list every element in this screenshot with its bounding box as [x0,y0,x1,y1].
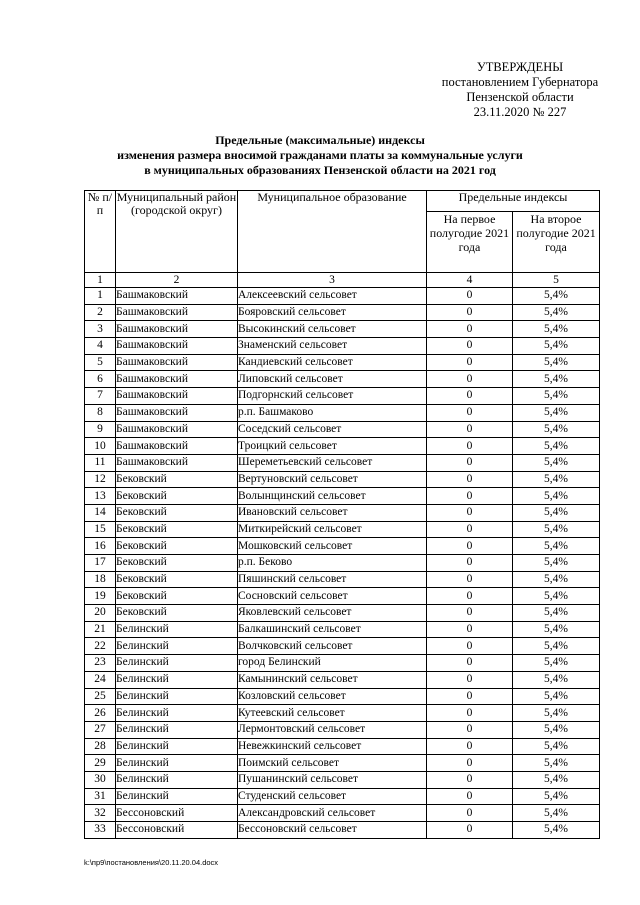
cell-district: Белинский [116,771,238,788]
cell-municipality: Студенский сельсовет [238,788,427,805]
cell-second-half: 5,4% [513,454,600,471]
table-row [85,738,600,755]
table-row [85,388,600,405]
cell-number: 1 [85,288,116,305]
cell-municipality: Знаменский сельсовет [238,338,427,355]
cell-first-half: 0 [427,288,513,305]
cell-first-half: 0 [427,338,513,355]
cell-district: Белинский [116,788,238,805]
cell-municipality: Пяшинский сельсовет [238,571,427,588]
title-line-3: в муниципальных образованиях Пензенской области на 2021 год [144,163,496,177]
cell-number: 6 [85,371,116,388]
cell-second-half: 5,4% [513,521,600,538]
cell-second-half: 5,4% [513,688,600,705]
cell-first-half: 0 [427,671,513,688]
cell-district: Белинский [116,621,238,638]
cell-first-half: 0 [427,705,513,722]
header-number: № п/п [85,191,116,273]
cell-district: Белинский [116,738,238,755]
column-number: 3 [238,273,427,288]
cell-district: Башмаковский [116,338,238,355]
cell-district: Башмаковский [116,304,238,321]
cell-second-half: 5,4% [513,304,600,321]
cell-second-half: 5,4% [513,421,600,438]
cell-municipality: Поимский сельсовет [238,755,427,772]
cell-municipality: Невежкинский сельсовет [238,738,427,755]
cell-number: 27 [85,721,116,738]
cell-second-half: 5,4% [513,504,600,521]
cell-second-half: 5,4% [513,388,600,405]
cell-number: 19 [85,588,116,605]
cell-first-half: 0 [427,771,513,788]
cell-number: 33 [85,822,116,839]
cell-number: 24 [85,671,116,688]
table-row [85,688,600,705]
table-row [85,338,600,355]
cell-municipality: Камынинский сельсовет [238,671,427,688]
cell-district: Башмаковский [116,354,238,371]
cell-number: 28 [85,738,116,755]
cell-first-half: 0 [427,421,513,438]
table-row [85,421,600,438]
cell-number: 7 [85,388,116,405]
header-municipality: Муниципальное образование [238,191,427,273]
cell-second-half: 5,4% [513,571,600,588]
cell-number: 29 [85,755,116,772]
cell-number: 11 [85,454,116,471]
column-number: 2 [116,273,238,288]
cell-municipality: Александровский сельсовет [238,805,427,822]
cell-first-half: 0 [427,521,513,538]
table-row [85,822,600,839]
cell-number: 12 [85,471,116,488]
cell-second-half: 5,4% [513,321,600,338]
cell-first-half: 0 [427,404,513,421]
cell-municipality: Миткирейский сельсовет [238,521,427,538]
cell-second-half: 5,4% [513,555,600,572]
approval-block [400,60,640,120]
cell-district: Башмаковский [116,321,238,338]
cell-municipality: Кутеевский сельсовет [238,705,427,722]
cell-municipality: Яковлевский сельсовет [238,605,427,622]
cell-number: 30 [85,771,116,788]
approval-line-region: Пензенской области [466,90,574,104]
cell-first-half: 0 [427,555,513,572]
cell-district: Бессоновский [116,805,238,822]
cell-second-half: 5,4% [513,605,600,622]
table-row [85,438,600,455]
table-row [85,588,600,605]
document-title [60,133,580,178]
cell-second-half: 5,4% [513,588,600,605]
cell-district: Башмаковский [116,288,238,305]
cell-municipality: Подгорнский сельсовет [238,388,427,405]
cell-second-half: 5,4% [513,621,600,638]
column-number: 5 [513,273,600,288]
cell-municipality: Липовский сельсовет [238,371,427,388]
cell-second-half: 5,4% [513,655,600,672]
cell-number: 15 [85,521,116,538]
cell-first-half: 0 [427,304,513,321]
cell-municipality: Соседский сельсовет [238,421,427,438]
cell-municipality: город Белинский [238,655,427,672]
table-row [85,354,600,371]
title-line-2: изменения размера вносимой гражданами платы за коммунальные услуги [117,148,523,162]
cell-second-half: 5,4% [513,488,600,505]
cell-first-half: 0 [427,471,513,488]
cell-municipality: Высокинский сельсовет [238,321,427,338]
column-numbers-row [85,273,600,288]
table-row [85,788,600,805]
cell-municipality: Пушанинский сельсовет [238,771,427,788]
cell-second-half: 5,4% [513,738,600,755]
approval-heading: УТВЕРЖДЕНЫ [476,60,564,74]
cell-number: 4 [85,338,116,355]
cell-municipality: Кандиевский сельсовет [238,354,427,371]
cell-second-half: 5,4% [513,822,600,839]
cell-number: 3 [85,321,116,338]
cell-number: 2 [85,304,116,321]
column-number: 1 [85,273,116,288]
table-row [85,755,600,772]
cell-second-half: 5,4% [513,755,600,772]
cell-number: 26 [85,705,116,722]
table-row [85,771,600,788]
table-row [85,805,600,822]
cell-number: 31 [85,788,116,805]
cell-second-half: 5,4% [513,288,600,305]
approval-line-date: 23.11.2020 № 227 [473,105,567,119]
cell-municipality: Ивановский сельсовет [238,504,427,521]
table-body [85,288,600,839]
cell-district: Башмаковский [116,371,238,388]
cell-district: Бековский [116,555,238,572]
cell-first-half: 0 [427,605,513,622]
cell-district: Башмаковский [116,438,238,455]
header-second-half: На второе полугодие 2021 года [513,212,600,273]
cell-first-half: 0 [427,388,513,405]
cell-district: Белинский [116,671,238,688]
indexes-table [84,190,600,839]
table-row [85,571,600,588]
cell-number: 14 [85,504,116,521]
cell-number: 16 [85,538,116,555]
cell-second-half: 5,4% [513,354,600,371]
cell-municipality: Бояровский сельсовет [238,304,427,321]
cell-second-half: 5,4% [513,805,600,822]
table-row [85,671,600,688]
cell-number: 9 [85,421,116,438]
table-row [85,321,600,338]
cell-district: Бековский [116,538,238,555]
approval-line-decree: постановлением Губернатора [441,75,599,89]
cell-municipality: Вертуновский сельсовет [238,471,427,488]
cell-first-half: 0 [427,488,513,505]
cell-first-half: 0 [427,822,513,839]
title-line-1: Предельные (максимальные) индексы [215,133,425,147]
cell-second-half: 5,4% [513,721,600,738]
table-row [85,538,600,555]
cell-municipality: Волчковский сельсовет [238,638,427,655]
table-row [85,304,600,321]
header-first-half: На первое полугодие 2021 года [427,212,513,273]
cell-first-half: 0 [427,805,513,822]
table-row [85,521,600,538]
cell-district: Бековский [116,605,238,622]
cell-first-half: 0 [427,638,513,655]
cell-district: Белинский [116,688,238,705]
cell-second-half: 5,4% [513,771,600,788]
cell-first-half: 0 [427,621,513,638]
cell-district: Башмаковский [116,454,238,471]
cell-number: 8 [85,404,116,421]
cell-municipality: Алексеевский сельсовет [238,288,427,305]
table-row [85,705,600,722]
cell-district: Бековский [116,521,238,538]
cell-number: 32 [85,805,116,822]
cell-number: 10 [85,438,116,455]
cell-first-half: 0 [427,588,513,605]
cell-municipality: Шереметьевский сельсовет [238,454,427,471]
cell-municipality: Сосновский сельсовет [238,588,427,605]
cell-second-half: 5,4% [513,338,600,355]
cell-district: Бековский [116,471,238,488]
cell-district: Белинский [116,655,238,672]
cell-municipality: р.п. Башмаково [238,404,427,421]
cell-first-half: 0 [427,504,513,521]
cell-municipality: Балкашинский сельсовет [238,621,427,638]
table-row [85,454,600,471]
cell-number: 18 [85,571,116,588]
cell-first-half: 0 [427,755,513,772]
cell-number: 23 [85,655,116,672]
cell-district: Бековский [116,488,238,505]
cell-first-half: 0 [427,371,513,388]
cell-number: 22 [85,638,116,655]
header-indexes: Предельные индексы [427,191,600,212]
table-row [85,404,600,421]
cell-number: 17 [85,555,116,572]
cell-district: Башмаковский [116,388,238,405]
cell-first-half: 0 [427,538,513,555]
table-row [85,555,600,572]
cell-first-half: 0 [427,454,513,471]
cell-district: Белинский [116,638,238,655]
cell-district: Бековский [116,571,238,588]
cell-municipality: Волынщинский сельсовет [238,488,427,505]
cell-district: Башмаковский [116,421,238,438]
cell-second-half: 5,4% [513,538,600,555]
cell-municipality: Лермонтовский сельсовет [238,721,427,738]
table-row [85,605,600,622]
cell-number: 25 [85,688,116,705]
cell-second-half: 5,4% [513,705,600,722]
table-row [85,371,600,388]
cell-second-half: 5,4% [513,671,600,688]
cell-municipality: Мошковский сельсовет [238,538,427,555]
cell-municipality: р.п. Беково [238,555,427,572]
cell-first-half: 0 [427,655,513,672]
cell-district: Башмаковский [116,404,238,421]
cell-first-half: 0 [427,571,513,588]
column-number: 4 [427,273,513,288]
file-path-footer: k:\пр9\постановления\20.11.20.04.docx [84,858,219,867]
cell-second-half: 5,4% [513,371,600,388]
cell-first-half: 0 [427,688,513,705]
cell-number: 13 [85,488,116,505]
cell-municipality: Троицкий сельсовет [238,438,427,455]
table-row [85,488,600,505]
table-row [85,471,600,488]
cell-district: Бессоновский [116,822,238,839]
cell-first-half: 0 [427,354,513,371]
table-row [85,621,600,638]
cell-municipality: Козловский сельсовет [238,688,427,705]
cell-first-half: 0 [427,738,513,755]
cell-first-half: 0 [427,721,513,738]
cell-second-half: 5,4% [513,638,600,655]
cell-municipality: Бессоновский сельсовет [238,822,427,839]
cell-second-half: 5,4% [513,438,600,455]
cell-district: Бековский [116,588,238,605]
cell-second-half: 5,4% [513,788,600,805]
header-district: Муниципальный район (городской округ) [116,191,238,273]
table-row [85,638,600,655]
cell-number: 5 [85,354,116,371]
table-row [85,721,600,738]
table-row [85,504,600,521]
table-row [85,655,600,672]
cell-first-half: 0 [427,788,513,805]
cell-first-half: 0 [427,438,513,455]
cell-second-half: 5,4% [513,404,600,421]
table-row [85,288,600,305]
cell-district: Бековский [116,504,238,521]
cell-first-half: 0 [427,321,513,338]
cell-number: 20 [85,605,116,622]
cell-district: Белинский [116,705,238,722]
cell-number: 21 [85,621,116,638]
cell-district: Белинский [116,721,238,738]
cell-second-half: 5,4% [513,471,600,488]
cell-district: Белинский [116,755,238,772]
